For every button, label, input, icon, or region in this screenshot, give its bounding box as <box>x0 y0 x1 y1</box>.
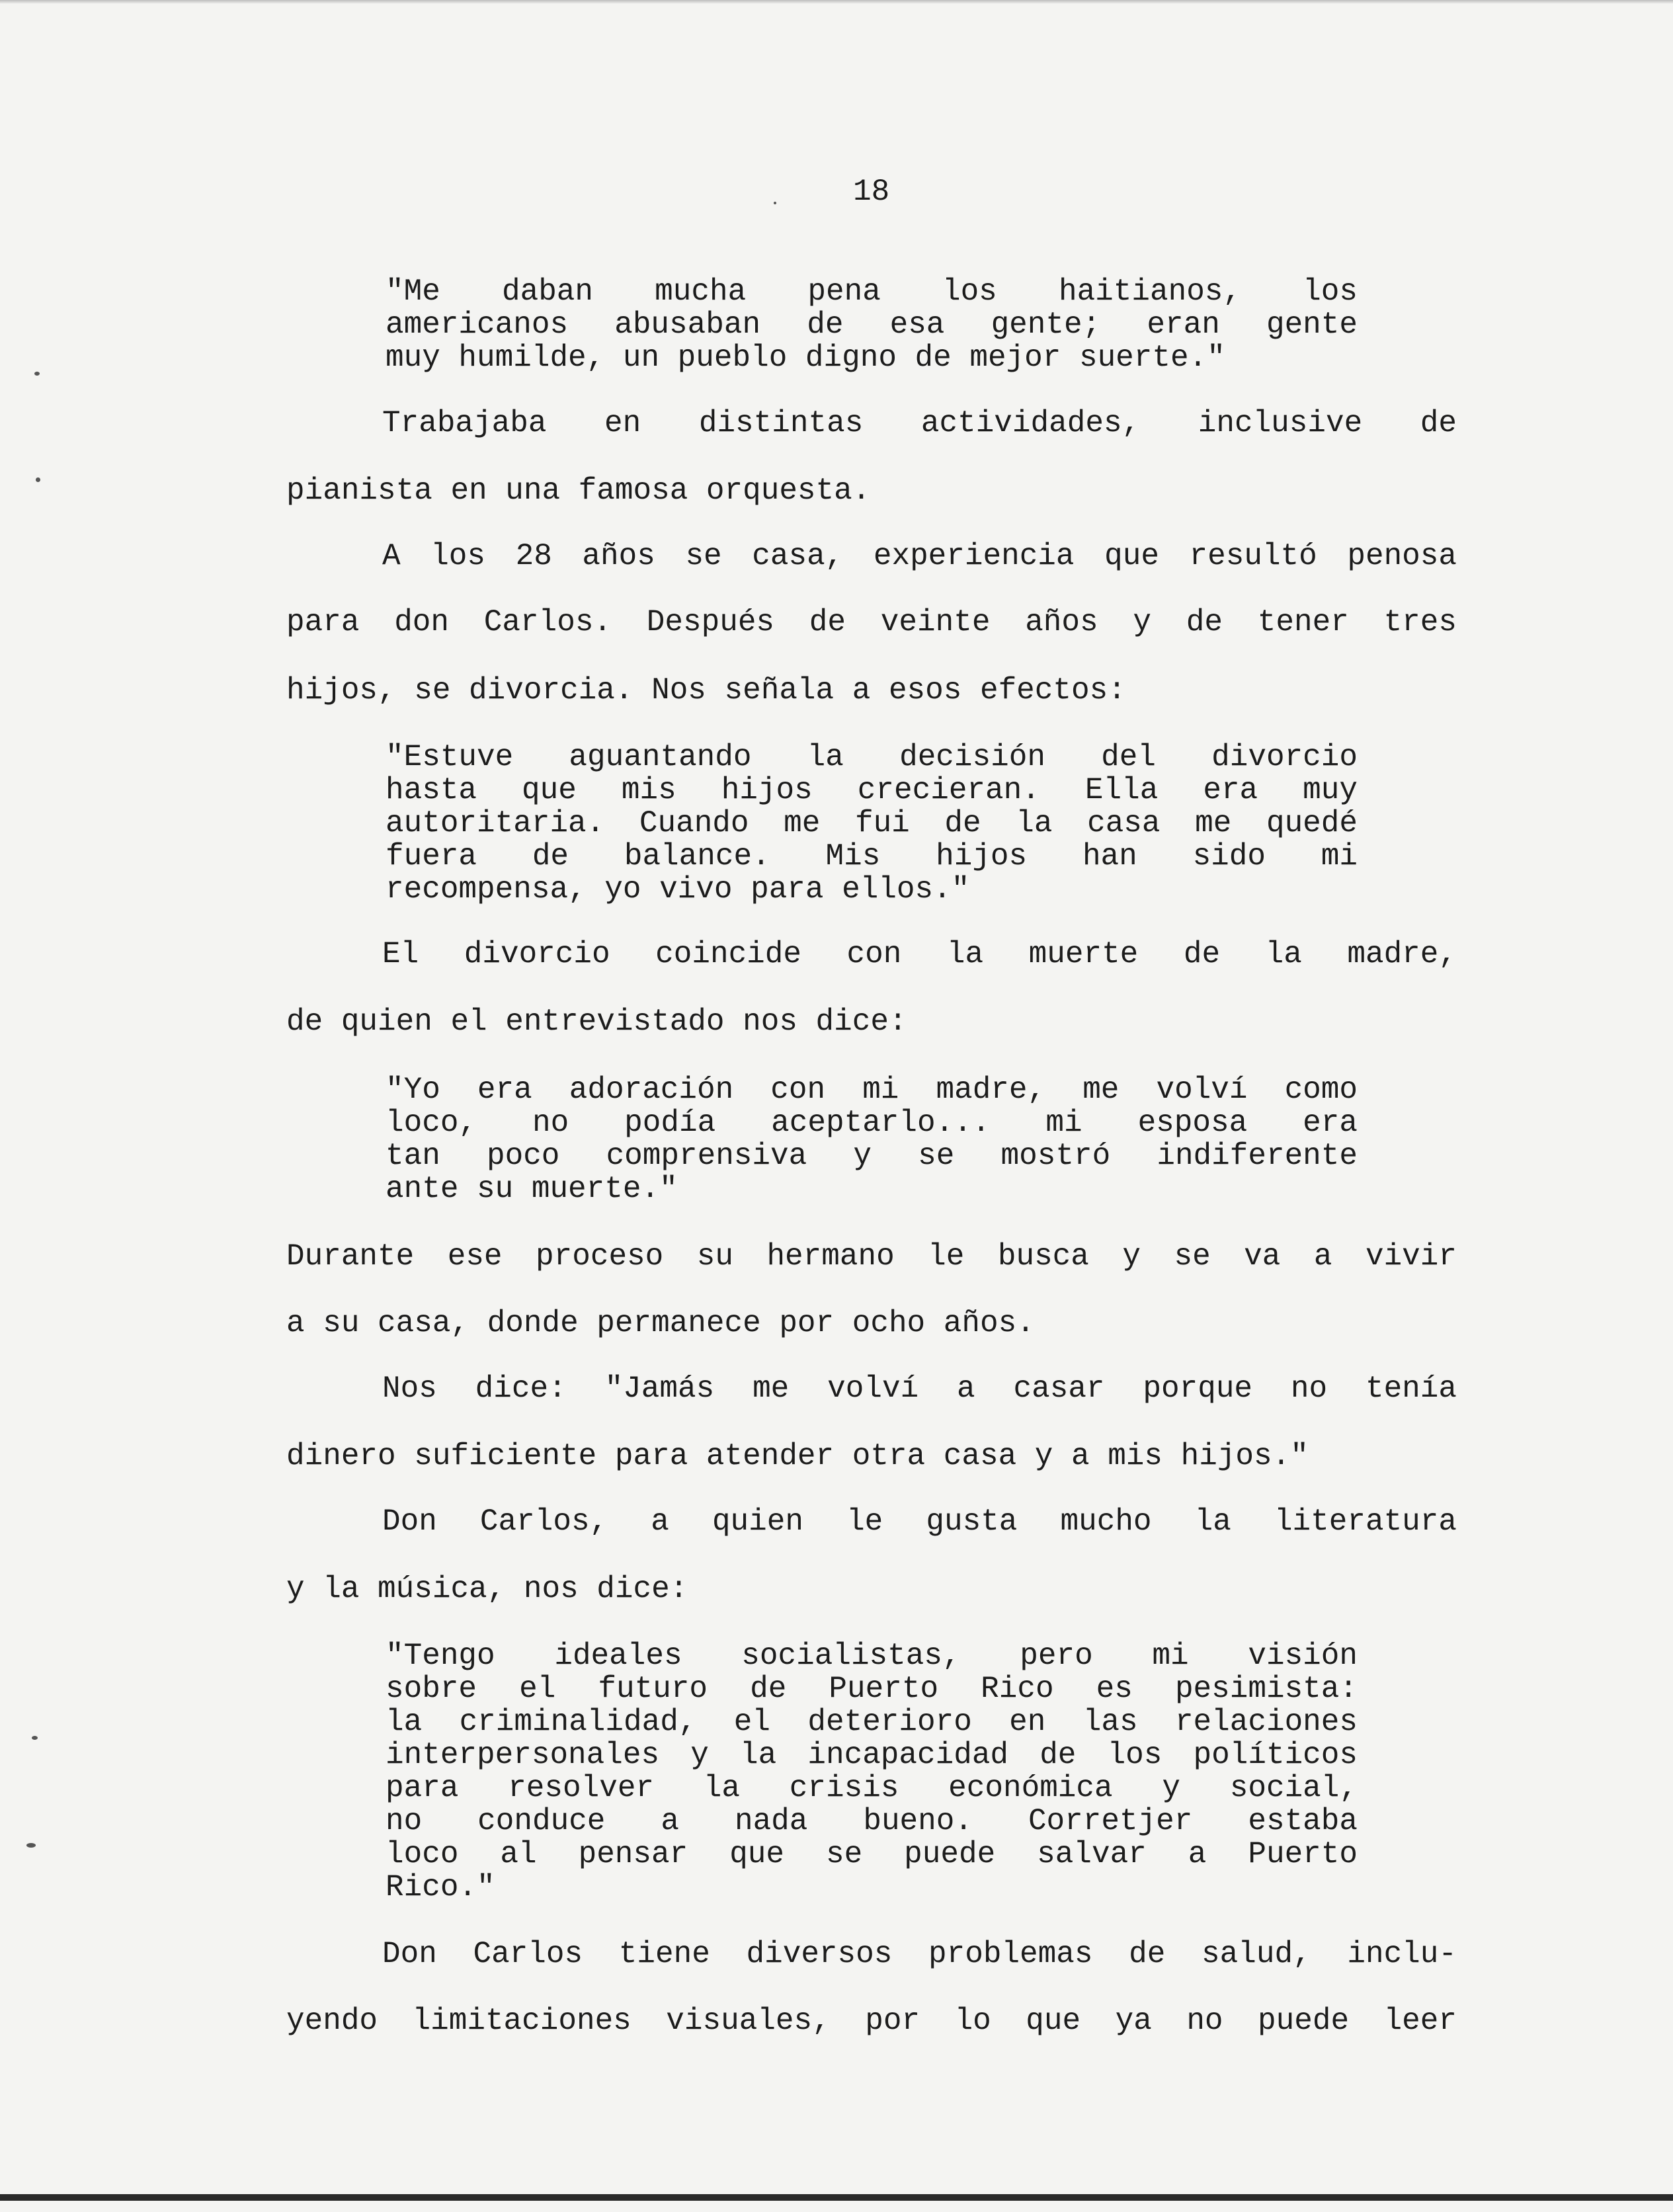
text-line: muy humilde, un pueblo digno de mejor suerte." <box>386 341 1225 375</box>
text-line: de quien el entrevistado nos dice: <box>286 1004 907 1039</box>
scan-mark <box>774 202 776 204</box>
text-line: americanos abusaban de esa gente; eran gente <box>386 307 1358 342</box>
text-line: hijos, se divorcia. Nos señala a esos efectos: <box>286 673 1126 708</box>
scan-mark <box>34 372 40 376</box>
text-line: Nos dice: "Jamás me volví a casar porque no tenía <box>382 1372 1457 1406</box>
text-line: Don Carlos tiene diversos problemas de salud, inclu- <box>382 1937 1457 1971</box>
page-number: 18 <box>853 175 890 209</box>
text-line: hasta que mis hijos crecieran. Ella era muy <box>386 773 1358 807</box>
text-line: pianista en una famosa orquesta. <box>286 473 871 508</box>
text-line: Don Carlos, a quien le gusta mucho la literatura <box>382 1504 1457 1539</box>
text-line: sobre el futuro de Puerto Rico es pesimista: <box>386 1672 1358 1706</box>
text-line: "Tengo ideales socialistas, pero mi visión <box>386 1639 1358 1673</box>
text-line: Rico." <box>386 1870 495 1905</box>
text-line: Trabajaba en distintas actividades, inclusive de <box>382 406 1457 440</box>
text-line: a su casa, donde permanece por ocho años. <box>286 1306 1035 1340</box>
text-line: para don Carlos. Después de veinte años y de tener tres <box>286 605 1457 639</box>
bottom-scan-edge <box>0 2194 1673 2201</box>
text-line: y la música, nos dice: <box>286 1572 688 1606</box>
scan-mark <box>36 477 40 482</box>
text-line: "Me daban mucha pena los haitianos, los <box>386 274 1358 309</box>
text-line: no conduce a nada bueno. Corretjer estaba <box>386 1804 1358 1838</box>
text-line: interpersonales y la incapacidad de los políticos <box>386 1738 1358 1772</box>
text-line: autoritaria. Cuando me fui de la casa me quedé <box>386 806 1358 840</box>
text-line: yendo limitaciones visuales, por lo que ya no puede leer <box>286 2004 1457 2038</box>
text-line: la criminalidad, el deterioro en las relaciones <box>386 1705 1358 1739</box>
text-line: El divorcio coincide con la muerte de la madre, <box>382 937 1457 971</box>
text-line: ante su muerte." <box>386 1172 678 1206</box>
text-line: loco, no podía aceptarlo... mi esposa era <box>386 1106 1358 1140</box>
scan-mark <box>32 1736 38 1740</box>
text-line: para resolver la crisis económica y social, <box>386 1771 1358 1805</box>
text-line: tan poco comprensiva y se mostró indiferente <box>386 1139 1358 1173</box>
text-line: Durante ese proceso su hermano le busca y se va a vivir <box>286 1239 1457 1274</box>
text-line: recompensa, yo vivo para ellos." <box>386 872 970 907</box>
scan-mark <box>26 1843 36 1848</box>
top-scan-edge <box>0 0 1673 4</box>
text-line: A los 28 años se casa, experiencia que resultó penosa <box>382 539 1457 573</box>
text-line: loco al pensar que se puede salvar a Puerto <box>386 1837 1358 1871</box>
text-line: dinero suficiente para atender otra casa y a mis hijos." <box>286 1439 1309 1473</box>
text-line: "Estuve aguantando la decisión del divorcio <box>386 740 1358 774</box>
text-line: "Yo era adoración con mi madre, me volví como <box>386 1073 1358 1107</box>
text-line: fuera de balance. Mis hijos han sido mi <box>386 839 1358 874</box>
